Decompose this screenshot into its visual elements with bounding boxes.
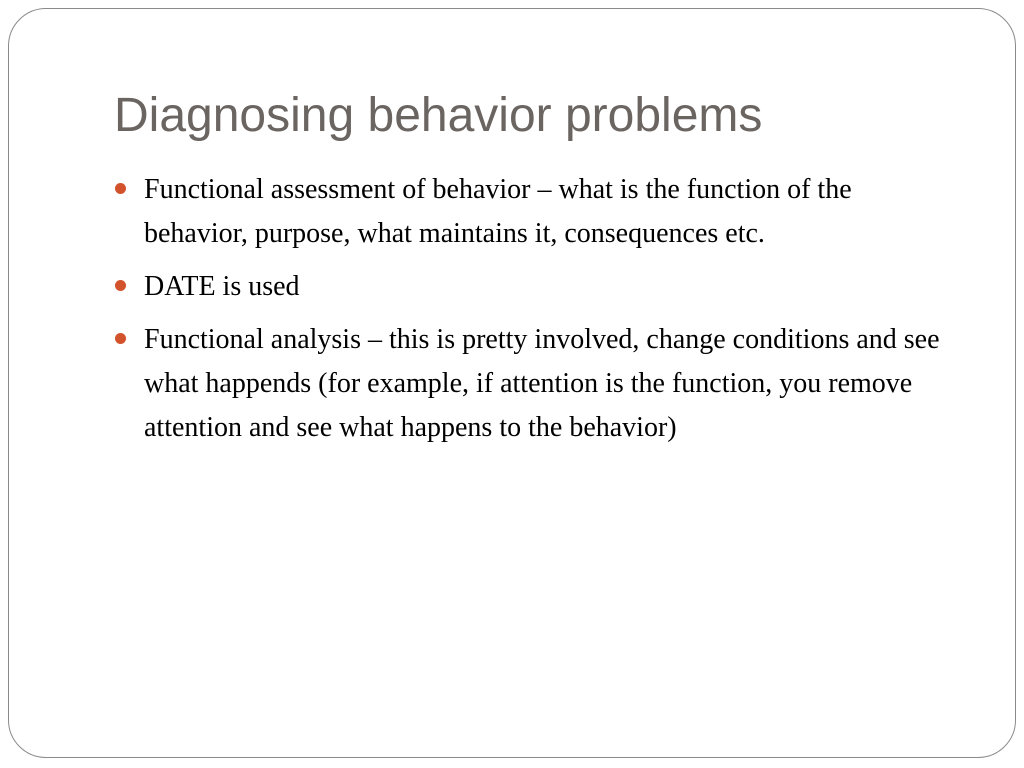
bullet-list xyxy=(144,168,954,459)
bullet-dot-icon xyxy=(115,183,126,194)
bullet-item xyxy=(144,318,954,450)
bullet-text: Functional analysis – this is pretty involved, change conditions and see what happends (for example, if attention is the function, you remove attention and see what happens to the behavior) xyxy=(144,324,940,443)
bullet-item xyxy=(144,168,954,256)
bullet-item xyxy=(144,265,954,309)
bullet-dot-icon xyxy=(115,280,126,291)
slide-title: Diagnosing behavior problems xyxy=(114,89,763,142)
bullet-text: DATE is used xyxy=(144,271,300,302)
bullet-dot-icon xyxy=(115,333,126,344)
bullet-text: Functional assessment of behavior – what is the function of the behavior, purpose, what maintains it, consequences etc. xyxy=(144,174,852,249)
